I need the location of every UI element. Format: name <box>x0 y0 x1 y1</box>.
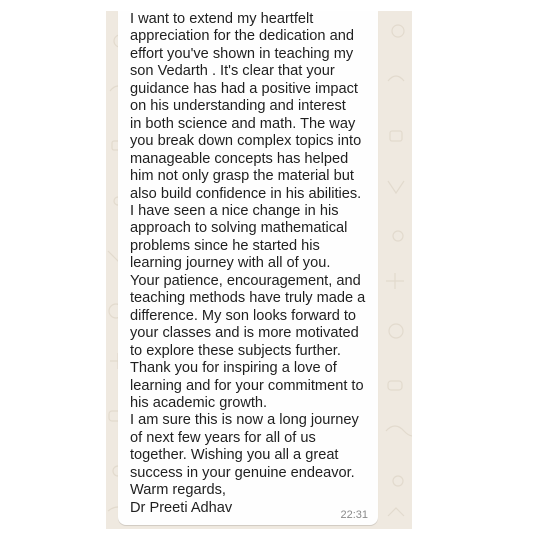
message-line: I have seen a nice change in his <box>130 202 339 219</box>
message-line: Thank you for inspiring a love of <box>130 360 337 377</box>
message-line: also build confidence in his abilities. <box>130 185 362 202</box>
message-line: difference. My son looks forward to <box>130 307 357 324</box>
message-line: I want to extend my heartfelt <box>130 11 314 27</box>
message-text <box>130 11 388 517</box>
message-line: together. Wishing you all a great <box>130 447 339 464</box>
message-line: teaching methods have truly made a <box>130 290 366 307</box>
message-line: him not only grasp the material but <box>130 168 354 185</box>
message-line: to explore these subjects further. <box>130 342 341 359</box>
message-line: of next few years for all of us <box>130 429 316 446</box>
message-line: Dr Preeti Adhav <box>130 499 233 516</box>
message-line: problems since he started his <box>130 237 320 254</box>
message-line: son Vedarth . It's clear that your <box>130 63 335 80</box>
message-line: Warm regards, <box>130 482 226 499</box>
message-line: success in your genuine endeavor. <box>130 464 355 481</box>
message-line: learning journey with all of you. <box>130 255 331 272</box>
message-line: learning and for your commitment to <box>130 377 364 394</box>
message-line: on his understanding and interest <box>130 98 346 115</box>
message-line: you break down complex topics into <box>130 133 362 150</box>
message-line: guidance has had a positive impact <box>130 80 358 97</box>
message-line: Your patience, encouragement, and <box>130 272 361 289</box>
chat-wallpaper <box>106 11 412 529</box>
message-line: your classes and is more motivated <box>130 325 359 342</box>
message-line: his academic growth. <box>130 394 268 411</box>
message-line: manageable concepts has helped <box>130 150 349 167</box>
message-line: appreciation for the dedication and <box>130 28 354 45</box>
message-timestamp: 22:31 <box>340 509 368 521</box>
message-line: effort you've shown in teaching my <box>130 45 354 62</box>
message-line: approach to solving mathematical <box>130 220 348 237</box>
message-bubble[interactable] <box>118 11 378 525</box>
message-line: I am sure this is now a long journey <box>130 412 359 429</box>
message-line: in both science and math. The way <box>130 115 356 132</box>
